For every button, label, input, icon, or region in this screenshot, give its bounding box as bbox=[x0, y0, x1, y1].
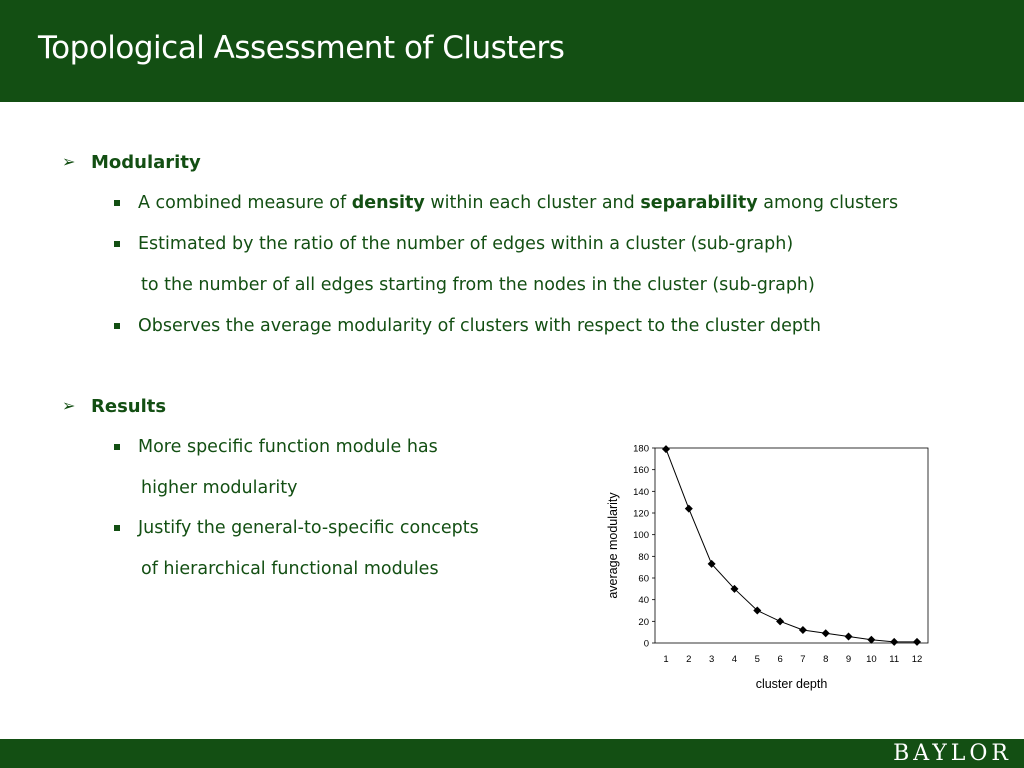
results-heading: Results bbox=[91, 396, 167, 417]
bullet-text: More specific function module has bbox=[138, 437, 438, 457]
data-point bbox=[913, 638, 921, 646]
x-tick-label: 1 bbox=[663, 654, 669, 665]
data-point bbox=[662, 445, 670, 453]
y-tick-label: 0 bbox=[643, 638, 649, 650]
y-axis-label: average modularity bbox=[606, 492, 620, 599]
x-tick-label: 5 bbox=[754, 654, 760, 665]
x-tick-label: 4 bbox=[731, 654, 738, 665]
bullet-bold-density: density bbox=[351, 193, 425, 213]
modularity-bullet-1 bbox=[114, 193, 898, 213]
y-tick-label: 20 bbox=[638, 616, 649, 628]
bullet-bold-separability: separability bbox=[640, 193, 758, 213]
data-point bbox=[822, 629, 830, 637]
x-tick-label: 11 bbox=[889, 654, 900, 665]
square-bullet-icon bbox=[114, 200, 120, 206]
data-point bbox=[890, 638, 898, 646]
arrow-bullet-icon: ➢ bbox=[62, 396, 76, 415]
y-tick-label: 120 bbox=[633, 508, 649, 520]
x-tick-label: 8 bbox=[823, 654, 829, 665]
results-heading-item bbox=[62, 396, 166, 417]
bullet-text: among clusters bbox=[757, 193, 899, 213]
x-tick-label: 7 bbox=[800, 654, 806, 665]
series-line bbox=[666, 449, 917, 642]
x-tick-label: 12 bbox=[911, 654, 923, 665]
modularity-chart bbox=[590, 438, 940, 698]
data-point bbox=[685, 505, 693, 513]
y-tick-label: 40 bbox=[638, 595, 649, 607]
y-tick-label: 60 bbox=[638, 573, 649, 585]
y-tick-label: 140 bbox=[633, 486, 649, 498]
results-bullet-2-continuation: of hierarchical functional modules bbox=[141, 559, 439, 579]
slide-title: Topological Assessment of Clusters bbox=[38, 30, 565, 66]
square-bullet-icon bbox=[114, 323, 120, 329]
x-tick-label: 9 bbox=[845, 654, 852, 665]
modularity-bullet-2-continuation: to the number of all edges starting from the nodes in the cluster (sub-graph) bbox=[141, 275, 815, 295]
bullet-text: Justify the general-to-specific concepts bbox=[138, 518, 479, 538]
modularity-bullet-3 bbox=[114, 316, 821, 336]
square-bullet-icon bbox=[114, 444, 120, 450]
bullet-text: within each cluster and bbox=[424, 193, 641, 213]
x-tick-label: 3 bbox=[708, 654, 715, 665]
x-tick-label: 6 bbox=[777, 654, 783, 665]
y-tick-label: 80 bbox=[638, 551, 649, 563]
footer-bar bbox=[0, 739, 1024, 768]
modularity-heading-item bbox=[62, 152, 201, 173]
results-bullet-1 bbox=[114, 437, 438, 457]
x-tick-label: 10 bbox=[866, 654, 877, 665]
y-tick-label: 160 bbox=[633, 465, 649, 477]
square-bullet-icon bbox=[114, 525, 120, 531]
plot-area-frame bbox=[655, 448, 928, 643]
y-tick-label: 100 bbox=[633, 530, 649, 542]
bullet-text: Estimated by the ratio of the number of edges within a cluster (sub-graph) bbox=[138, 234, 794, 254]
title-bar bbox=[0, 0, 1024, 102]
modularity-heading: Modularity bbox=[91, 152, 201, 173]
data-point bbox=[776, 617, 784, 625]
arrow-bullet-icon: ➢ bbox=[62, 152, 76, 171]
bullet-text: Observes the average modularity of clusters with respect to the cluster depth bbox=[138, 316, 821, 336]
square-bullet-icon bbox=[114, 241, 120, 247]
data-point bbox=[867, 636, 875, 644]
modularity-bullet-2 bbox=[114, 234, 793, 254]
x-tick-label: 2 bbox=[686, 654, 692, 665]
y-tick-label: 180 bbox=[633, 443, 649, 455]
data-point bbox=[799, 626, 807, 634]
data-point bbox=[845, 633, 853, 641]
baylor-logo: BAYLOR bbox=[893, 741, 1012, 766]
results-bullet-1-continuation: higher modularity bbox=[141, 478, 298, 498]
x-axis-label: cluster depth bbox=[755, 677, 828, 691]
results-bullet-2 bbox=[114, 518, 479, 538]
bullet-text: A combined measure of bbox=[138, 193, 352, 213]
